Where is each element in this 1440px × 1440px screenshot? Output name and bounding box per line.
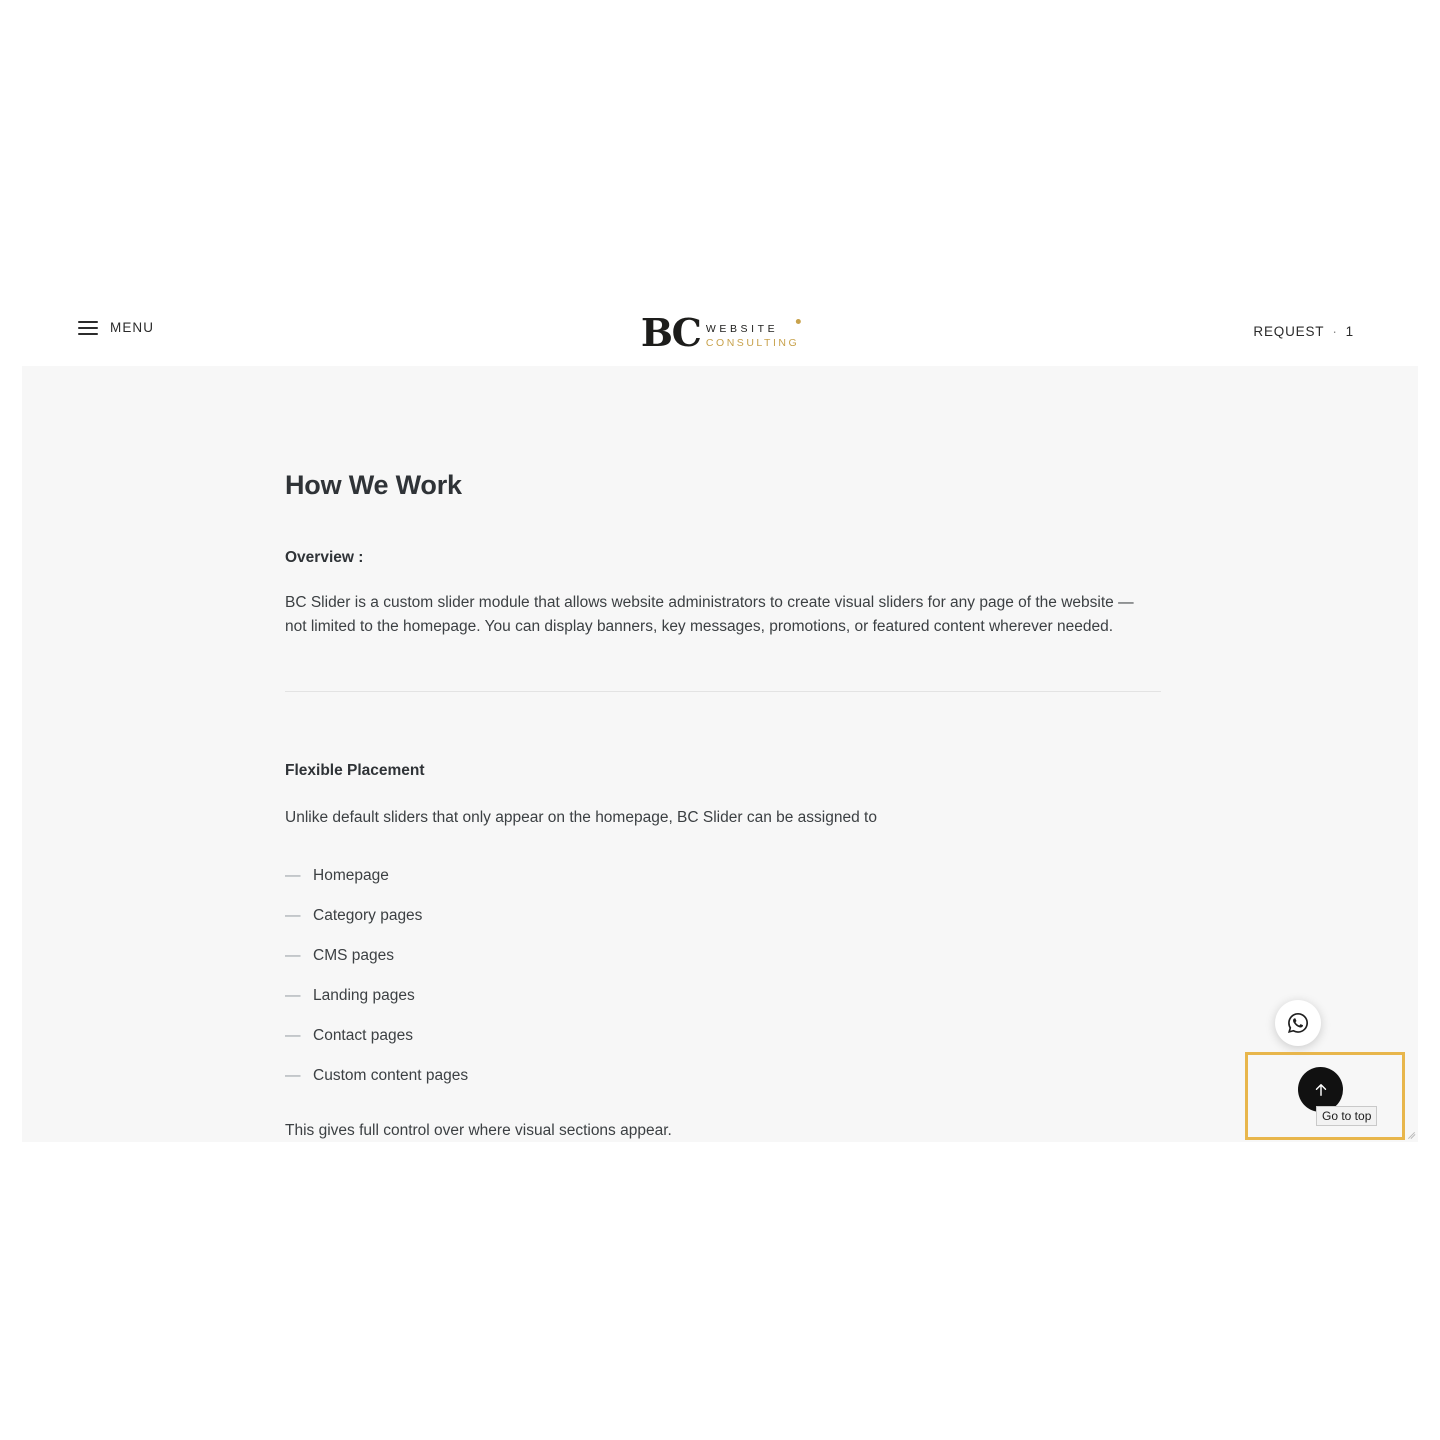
- list-item: [285, 856, 1161, 896]
- site-logo[interactable]: [641, 312, 799, 354]
- list-item-label: Contact pages: [313, 1027, 413, 1044]
- arrow-up-icon: [1312, 1081, 1330, 1099]
- list-item: [285, 936, 1161, 976]
- logo-dot-icon: [796, 319, 801, 324]
- list-item: [285, 1016, 1161, 1056]
- go-to-top-tooltip: Go to top: [1316, 1106, 1377, 1126]
- menu-label: MENU: [110, 320, 155, 335]
- list-item-label: Custom content pages: [313, 1067, 469, 1084]
- content-background: [22, 366, 1418, 1142]
- request-link[interactable]: [1253, 324, 1354, 339]
- hamburger-icon: [78, 321, 98, 335]
- whatsapp-icon: [1286, 1011, 1310, 1035]
- menu-toggle-button[interactable]: [78, 320, 154, 335]
- placement-intro: Unlike default sliders that only appear on the homepage, BC Slider can be assigned to: [285, 809, 877, 826]
- list-item-label: Landing pages: [313, 987, 415, 1004]
- logo-monogram: BC: [640, 310, 700, 355]
- page-frame: [22, 302, 1418, 1142]
- list-item: [285, 1056, 1161, 1096]
- list-bullet-icon: —: [285, 1027, 301, 1044]
- list-bullet-icon: —: [285, 867, 301, 884]
- logo-word-bottom: CONSULTING: [705, 337, 800, 349]
- list-item: [285, 896, 1161, 936]
- list-item-label: Homepage: [313, 867, 389, 884]
- section-divider: [285, 691, 1161, 692]
- list-bullet-icon: —: [285, 947, 301, 964]
- list-item: [285, 976, 1161, 1016]
- site-header: [22, 302, 1418, 367]
- page-title: How We Work: [285, 470, 462, 500]
- placement-heading: Flexible Placement: [285, 762, 425, 779]
- request-count: 1: [1345, 324, 1354, 339]
- list-bullet-icon: —: [285, 1067, 301, 1084]
- placement-list: [285, 856, 1161, 1096]
- logo-word-top: WEBSITE: [705, 323, 779, 335]
- request-label: REQUEST: [1253, 324, 1325, 339]
- request-separator: ·: [1332, 324, 1338, 339]
- list-item-label: Category pages: [313, 907, 423, 924]
- whatsapp-button[interactable]: [1275, 1000, 1321, 1046]
- flexible-placement-section: [285, 762, 1161, 1140]
- resize-handle[interactable]: [1404, 1126, 1416, 1138]
- list-bullet-icon: —: [285, 987, 301, 1004]
- content-column: [285, 470, 1161, 1140]
- closing-paragraph: This gives full control over where visual sections appear.: [285, 1122, 672, 1139]
- overview-paragraph: BC Slider is a custom slider module that allows website administrators to create visual sliders for any page of the website — not limited to the homepage. You can display banners, key messages, promotions, or featured content wherever needed.: [285, 594, 1134, 635]
- list-bullet-icon: —: [285, 907, 301, 924]
- logo-wordmark: [706, 322, 799, 350]
- list-item-label: CMS pages: [313, 947, 394, 964]
- overview-heading: Overview :: [285, 549, 364, 566]
